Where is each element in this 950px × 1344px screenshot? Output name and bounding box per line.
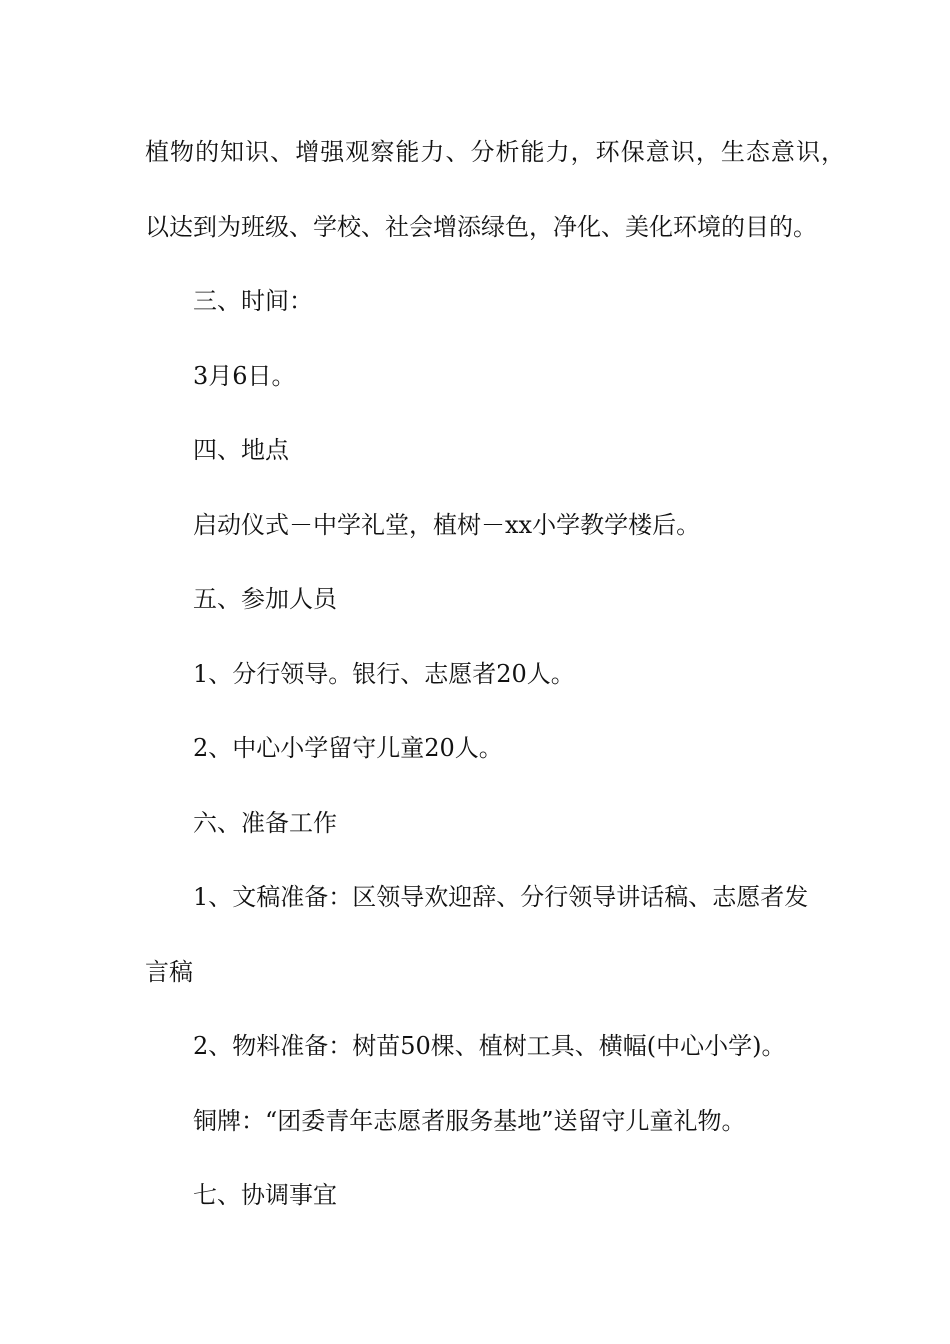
participant-item: 2、中心小学留守儿童20人。 bbox=[193, 734, 503, 762]
location-text: 启动仪式－中学礼堂，植树－xx小学教学楼后。 bbox=[193, 511, 701, 539]
paragraph-line: 以达到为班级、学校、社会增添绿色，净化、美化环境的目的。 bbox=[145, 213, 817, 241]
section-heading-coordination: 七、协调事宜 bbox=[193, 1181, 337, 1209]
preparation-note: 铜牌：“团委青年志愿者服务基地”送留守儿童礼物。 bbox=[193, 1107, 746, 1135]
paragraph-line: 植物的知识、增强观察能力、分析能力，环保意识，生态意识， bbox=[145, 138, 845, 166]
preparation-item-continuation: 言稿 bbox=[145, 958, 193, 986]
section-heading-time: 三、时间： bbox=[193, 287, 313, 315]
preparation-item: 1、文稿准备：区领导欢迎辞、分行领导讲话稿、志愿者发 bbox=[193, 883, 809, 911]
section-heading-preparation: 六、准备工作 bbox=[193, 809, 337, 837]
participant-item: 1、分行领导。银行、志愿者20人。 bbox=[193, 660, 575, 688]
preparation-item: 2、物料准备：树苗50棵、植树工具、横幅(中心小学)。 bbox=[193, 1032, 786, 1060]
section-heading-participants: 五、参加人员 bbox=[193, 585, 337, 613]
date-text: 3月6日。 bbox=[193, 362, 296, 390]
section-heading-location: 四、地点 bbox=[193, 436, 289, 464]
